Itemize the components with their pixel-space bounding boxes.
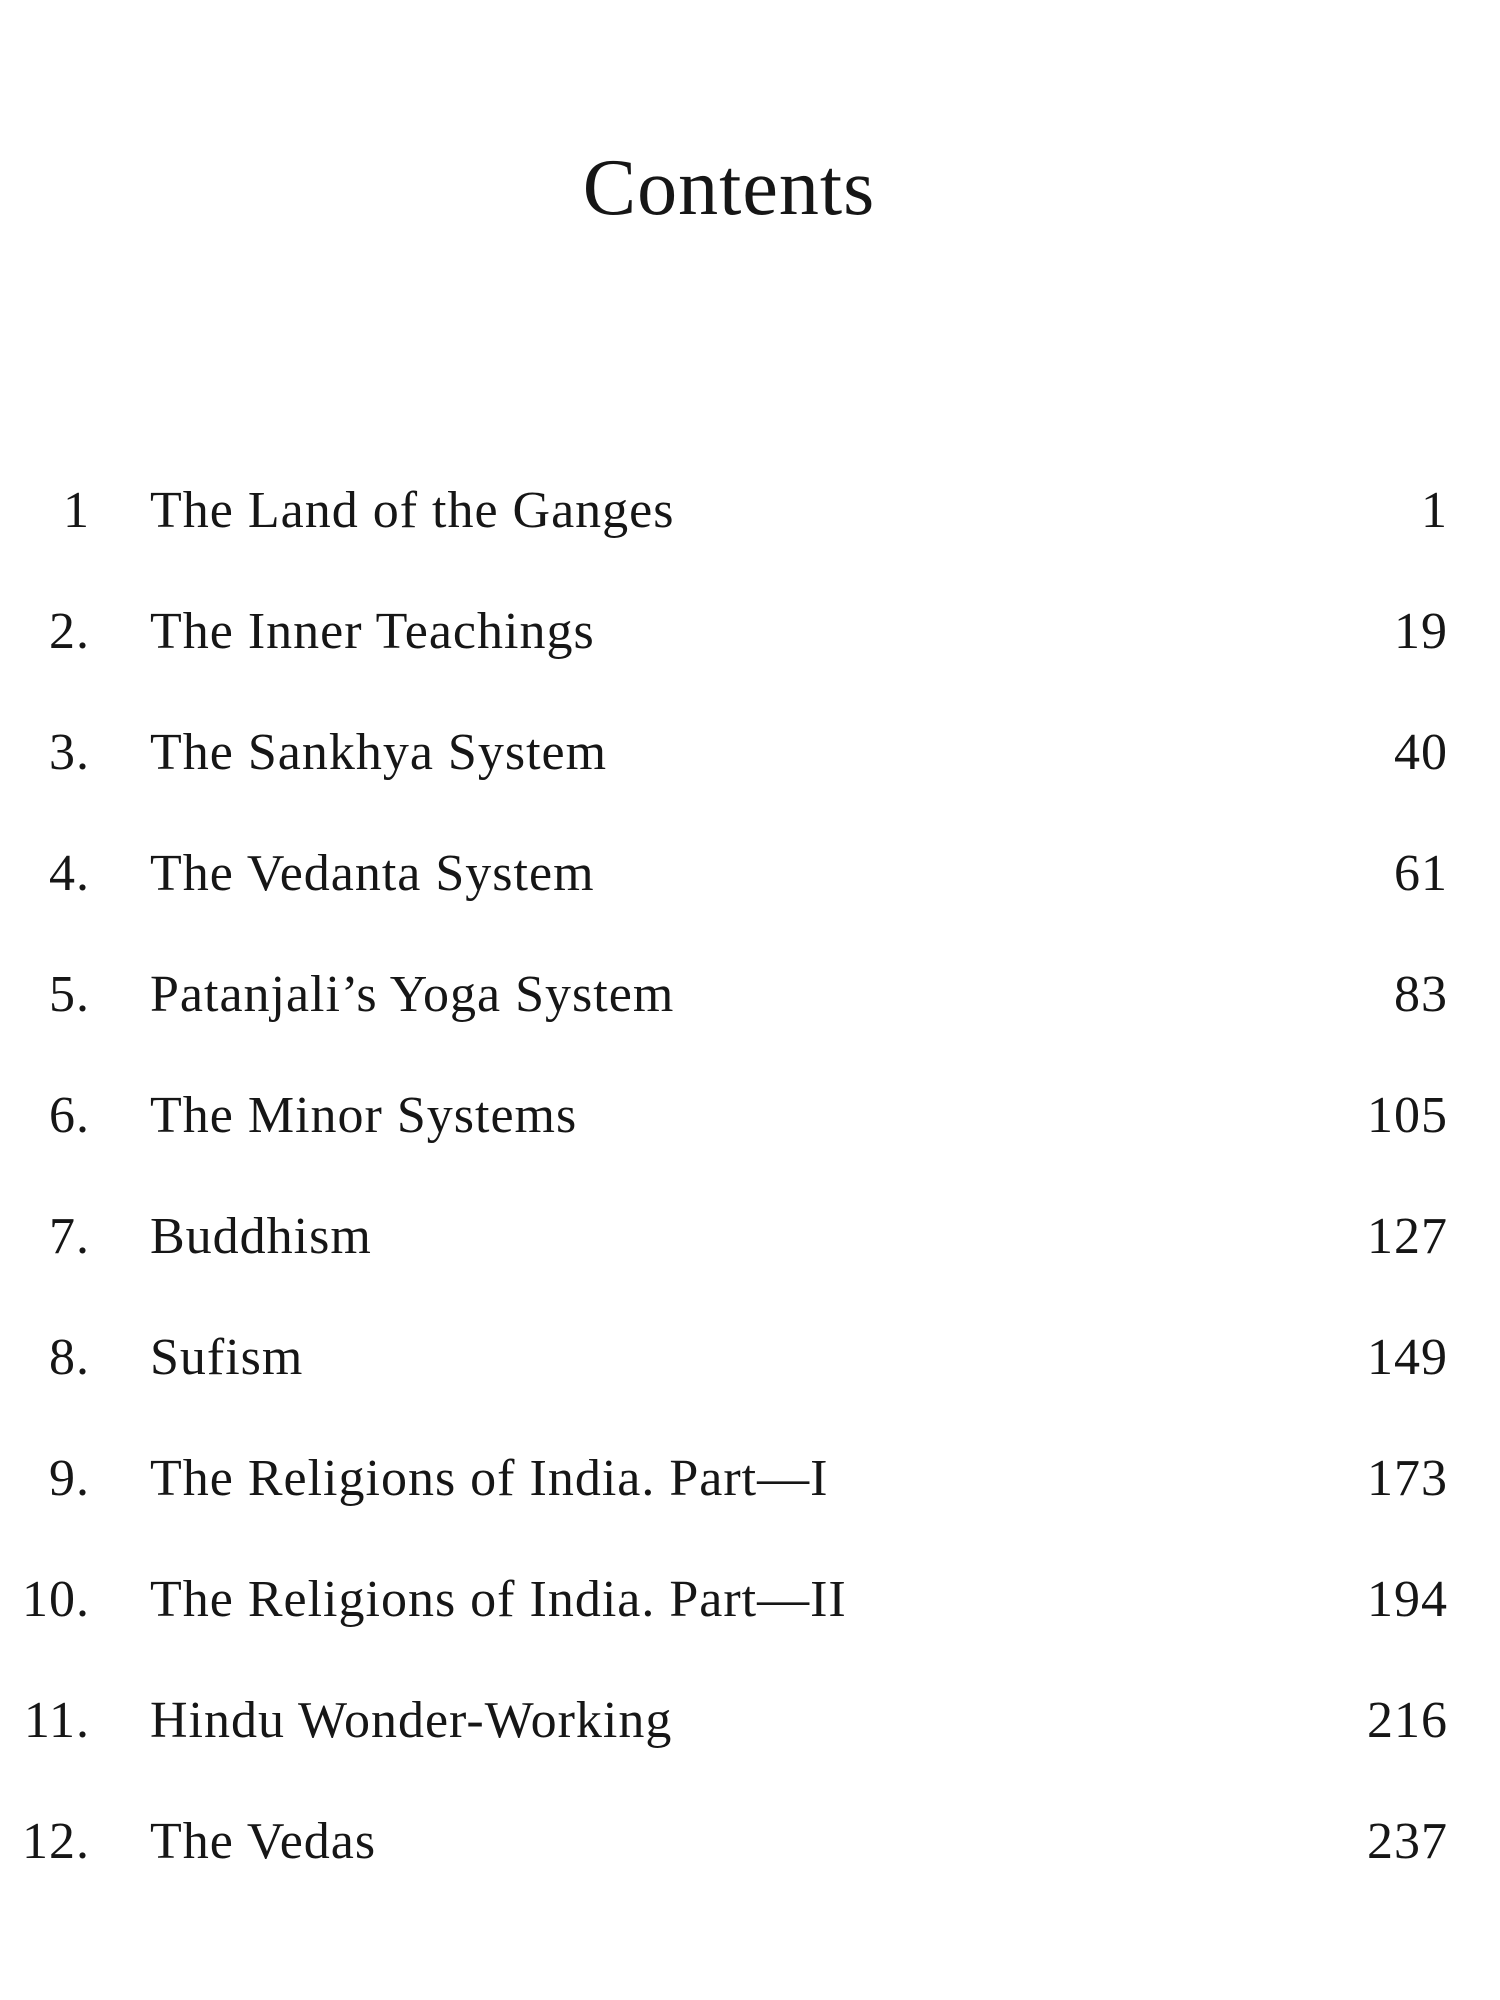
- toc-entry: [0, 571, 1500, 692]
- table-of-contents: [0, 450, 1500, 1902]
- chapter-number: 7.: [49, 1208, 90, 1265]
- chapter-number: 9.: [49, 1450, 90, 1507]
- toc-entry: [0, 1176, 1500, 1297]
- chapter-number: 12.: [22, 1813, 90, 1870]
- toc-entry: [0, 1539, 1500, 1660]
- chapter-page-number: 237: [1367, 1813, 1448, 1870]
- chapter-page-number: 40: [1394, 724, 1448, 781]
- toc-entry: [0, 1781, 1500, 1902]
- chapter-page-number: 1: [1421, 482, 1448, 539]
- toc-entry: [0, 1297, 1500, 1418]
- chapter-page-number: 83: [1394, 966, 1448, 1023]
- chapter-title: Hindu Wonder-Working: [150, 1692, 673, 1749]
- toc-entry: [0, 1418, 1500, 1539]
- toc-entry: [0, 692, 1500, 813]
- chapter-number: 11.: [23, 1692, 90, 1749]
- toc-entry: [0, 450, 1500, 571]
- toc-entry: [0, 1660, 1500, 1781]
- chapter-page-number: 173: [1367, 1450, 1448, 1507]
- chapter-page-number: 19: [1394, 603, 1448, 660]
- chapter-title: The Minor Systems: [150, 1087, 578, 1144]
- chapter-title: The Religions of India. Part—I: [150, 1450, 829, 1507]
- chapter-number: 8.: [49, 1329, 90, 1386]
- chapter-number: 4.: [49, 845, 90, 902]
- chapter-title: The Vedanta System: [150, 845, 595, 902]
- chapter-number: 1: [63, 482, 90, 539]
- chapter-page-number: 194: [1367, 1571, 1448, 1628]
- chapter-number: 6.: [49, 1087, 90, 1144]
- chapter-title: Patanjali’s Yoga System: [150, 966, 675, 1023]
- chapter-number: 2.: [49, 603, 90, 660]
- chapter-title: The Inner Teachings: [150, 603, 595, 660]
- toc-entry: [0, 934, 1500, 1055]
- chapter-title: Buddhism: [150, 1208, 372, 1265]
- chapter-page-number: 105: [1367, 1087, 1448, 1144]
- chapter-title: The Sankhya System: [150, 724, 608, 781]
- chapter-page-number: 149: [1367, 1329, 1448, 1386]
- chapter-title: The Land of the Ganges: [150, 482, 675, 539]
- chapter-page-number: 61: [1394, 845, 1448, 902]
- chapter-number: 5.: [49, 966, 90, 1023]
- page-title: Contents: [582, 144, 876, 232]
- toc-entry: [0, 813, 1500, 934]
- chapter-number: 10.: [22, 1571, 90, 1628]
- chapter-title: The Religions of India. Part—II: [150, 1571, 847, 1628]
- chapter-number: 3.: [49, 724, 90, 781]
- chapter-title: The Vedas: [150, 1813, 377, 1870]
- toc-entry: [0, 1055, 1500, 1176]
- chapter-page-number: 216: [1367, 1692, 1448, 1749]
- chapter-page-number: 127: [1367, 1208, 1448, 1265]
- chapter-title: Sufism: [150, 1329, 304, 1386]
